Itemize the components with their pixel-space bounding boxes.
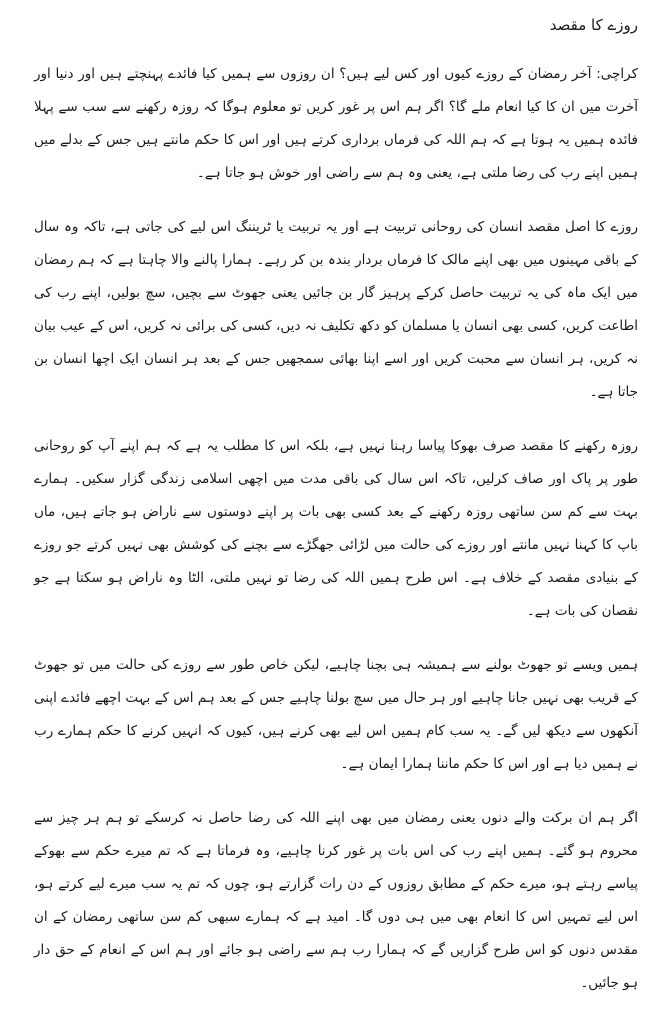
article-title: روزے کا مقصد xyxy=(549,16,638,34)
article-paragraph: کراچی: آخر رمضان کے روزے کیوں اور کس لیے ہیں؟ ان روزوں سے ہمیں کیا فائدے پہنچتے ہیں اور دنیا اور آخرت میں ان کا کیا انعام ملے گا؟ اگر ہم اس پر غور کریں تو معلوم ہوگا کہ روزہ رکھنے سے سب سے پہلا فائدہ ہمیں یہ ہوتا ہے کہ ہم اللہ کی فرماں برداری کرتے ہیں اور اس کا حکم مانتے ہیں جس کے بدلے میں ہمیں اپنے رب کی رضا ملتی ہے، یعنی وہ ہم سے راضی اور خوش ہو جاتا ہے۔ xyxy=(34,66,638,181)
article-paragraph: روزہ رکھنے کا مقصد صرف بھوکا پیاسا رہنا نہیں ہے، بلکہ اس کا مطلب یہ ہے کہ ہم اپنے آپ کو روحانی طور پر پاک اور صاف کرلیں، تاکہ اس سال کی باقی مدت میں اچھی اسلامی زندگی گزار سکیں۔ ہمارے بہت سے کم سن ساتھی روزہ رکھنے کے بعد کسی بھی بات پر اپنے دوستوں سے ناراض ہو جاتے ہیں، ماں باپ کا کہنا نہیں مانتے اور روزے کی حالت میں لڑائی جھگڑے سے بچنے کی کوشش بھی نہیں کرتے جو روزے کے بنیادی مقصد کے خلاف ہے۔ اس طرح ہمیں اللہ کی رضا تو نہیں ملتی، الٹا وہ ناراض ہو سکتا ہے جو نقصان کی بات ہے۔ xyxy=(34,438,638,619)
article-paragraph: روزے کا اصل مقصد انسان کی روحانی تربیت ہے اور یہ تربیت یا ٹریننگ اس لیے کی جاتی ہے، تاکہ وہ سال کے باقی مہینوں میں بھی اپنے مالک کا فرماں بردار بندہ بن کر رہے۔ ہمارا پالنے والا چاہتا ہے کہ ہم رمضان میں ایک ماہ کی یہ تربیت حاصل کرکے پرہیز گار بن جائیں یعنی جھوٹ سے بچیں، سچ بولیں، اپنے رب کی اطاعت کریں، کسی بھی انسان یا مسلمان کو دکھ تکلیف نہ دیں، کسی کی برائی نہ کریں، اس کے عیب بیان نہ کریں، ہر انسان سے محبت کریں اور اسے اپنا بھائی سمجھیں جس کے بعد ہر انسان ایک اچھا انسان بن جاتا ہے۔ xyxy=(34,219,638,400)
article-paragraph: اگر ہم ان برکت والے دنوں یعنی رمضان میں بھی اپنے اللہ کی رضا حاصل نہ کرسکے تو ہم ہر چیز سے محروم ہو گئے۔ ہمیں اپنے رب کی اس بات پر غور کرنا چاہیے، وہ فرماتا ہے کہ تم میرے حکم سے بھوکے پیاسے رہتے ہو، میرے حکم کے مطابق روزوں کے دن رات گزارتے ہو، چوں کہ تم یہ سب میرے لیے کرتے ہو، اس لیے تمہیں اس کا انعام بھی میں ہی دوں گا۔ امید ہے کہ ہمارے سبھی کم سن ساتھی رمضان کے ان مقدس دنوں کو اس طرح گزاریں گے کہ ہمارا رب ہم سے راضی ہو جائے اور ہم اس کے انعام کے حق دار ہو جائیں۔ xyxy=(34,810,638,991)
article-paragraph: ہمیں ویسے تو جھوٹ بولنے سے ہمیشہ ہی بچنا چاہیے، لیکن خاص طور سے روزے کی حالت میں تو جھوٹ کے قریب بھی نہیں جانا چاہیے اور ہر حال میں سچ بولنا چاہیے جس کے بعد ہم اس کے بہت اچھے فائدے اپنی آنکھوں سے دیکھ لیں گے۔ یہ سب کام ہمیں اس لیے بھی کرنے ہیں، کیوں کہ انہیں کرنے کا حکم ہمارے رب نے ہمیں دیا ہے اور اس کا حکم ماننا ہمارا ایمان ہے۔ xyxy=(34,657,638,772)
